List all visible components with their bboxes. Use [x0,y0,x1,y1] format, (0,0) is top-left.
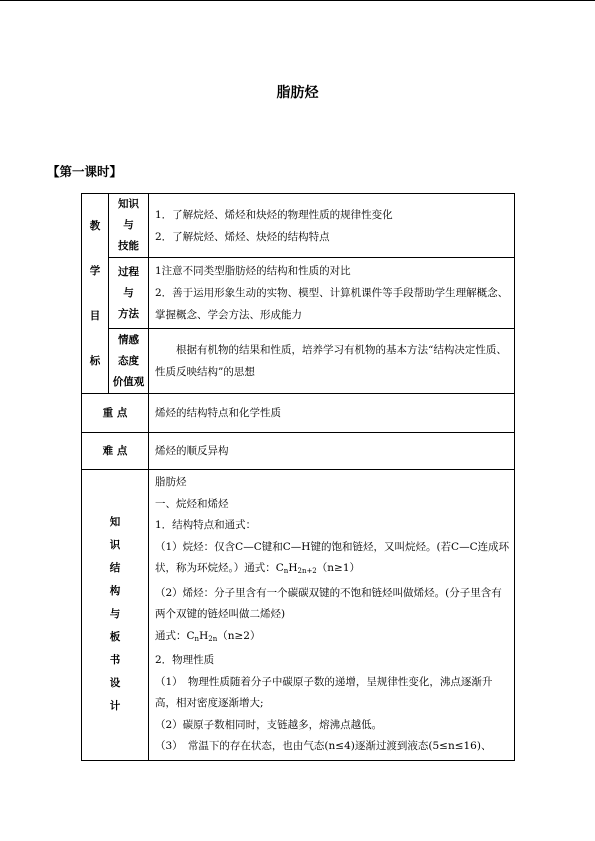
board-design-label [82,470,149,761]
board-label-char: 知 [109,516,121,529]
attitude-label [109,329,149,394]
board-line: 脂肪烃 [155,476,187,488]
board-label-char: 设 [109,677,121,690]
section-heading: 【第一课时】 [47,164,123,179]
board-line: （1） 物理性质随着分子中碳原子数的递增，呈规律性变化，沸点逐渐升高，相对密度逐渐增大; [155,675,493,709]
board-line: 一、烷烃和烯烃 [155,497,229,510]
objective-line: 根据有机物的结果和性质，培养学习有机物的基本方法“结构决定性质、性质反映结构”的思想 [155,344,507,378]
attitude-content [149,329,515,394]
knowledge-label [109,194,149,258]
objective-line: 1．了解烷烃、烯烃和炔烃的物理性质的规律性变化 [155,208,393,221]
objectives-label-char: 目 [89,309,101,322]
board-label-char: 书 [109,654,121,667]
objectives-label-char: 学 [89,264,101,277]
alkane-formula [276,562,317,574]
key-point-text: 烯烃的结构特点和化学性质 [149,394,515,433]
objectives-label [82,194,109,394]
board-label-char: 板 [109,631,121,644]
formula-condition: （n≥2） [217,629,261,642]
board-line: （3） 常温下的存在状态，也由气态(n≤4)逐渐过渡到液态(5≤n≤16)、 [155,740,492,752]
knowledge-content [149,194,515,258]
board-label-char: 计 [109,700,121,713]
objectives-label-char: 标 [89,354,101,367]
formula-symbol: H [199,629,209,642]
board-line: 2．物理性质 [155,654,215,666]
formula-condition: （n≥1） [316,562,361,574]
objective-line: 2．了解烷烃、烯烃、炔烃的结构特点 [155,230,330,243]
formula-subscript: n [194,634,200,643]
board-line-alkane [155,537,510,583]
sub-label-char: 与 [123,286,134,299]
difficulty-label: 难 点 [82,433,149,470]
alkane-text: （1）烷烃：仅含C—C键和C—H键的饱和链烃，又叫烷烃。(若C—C连成环状，称为环烷烃。）通式： [155,540,510,574]
key-point-row [82,394,515,433]
sub-label-char: 价值观 [112,375,145,388]
board-design-row [82,470,515,761]
process-label [109,258,149,329]
board-line-alkene-formula [155,626,510,651]
objective-line: 1注意不同类型脂肪烃的结构和性质的对比 [155,265,351,277]
lesson-plan-table [81,193,515,761]
key-point-label: 重 点 [82,394,149,433]
board-line: 1．结构特点和通式： [155,519,257,531]
sub-label-char: 过程 [118,265,139,278]
objectives-label-char: 教 [89,219,101,232]
objective-row-process [82,258,515,329]
difficulty-row [82,433,515,470]
formula-symbol: H [288,562,298,574]
sub-label-char: 情感 [118,333,139,346]
formula-subscript: 2n+2 [297,567,317,575]
top-rule [0,0,595,1]
formula-label: 通式： [155,629,187,642]
board-line: （2）烯烃：分子里含有一个碳碳双键的不饱和链烃叫做烯烃。(分子里含有两个双键的链烃叫做二烯烃) [155,586,502,620]
formula-symbol: C [186,629,195,642]
process-content [149,258,515,329]
sub-label-char: 知识 [118,198,139,210]
sub-label-char: 态度 [118,354,139,367]
sub-label-char: 技能 [118,240,139,252]
board-label-char: 构 [109,585,121,598]
sub-label-char: 方法 [118,307,139,320]
page-title: 脂肪烃 [276,85,319,101]
objective-row-knowledge [82,194,515,258]
board-label-char: 识 [109,539,121,552]
objective-row-attitude [82,329,515,394]
board-label-char: 结 [109,562,121,575]
alkene-formula [187,630,218,642]
formula-symbol: C [275,562,284,574]
board-line: （2）碳原子数相同时，支链越多，熔沸点越低。 [155,718,383,731]
board-design-content [149,470,515,761]
objective-line: 2．善于运用形象生动的实物、模型、计算机课件等手段帮助学生理解概念、掌握概念、学会方法、形成能力 [155,287,509,321]
board-label-char: 与 [109,608,121,621]
difficulty-text: 烯烃的顺反异构 [149,433,515,470]
sub-label-char: 与 [123,219,134,231]
formula-subscript: n [283,567,289,575]
formula-subscript: 2n [208,634,218,643]
